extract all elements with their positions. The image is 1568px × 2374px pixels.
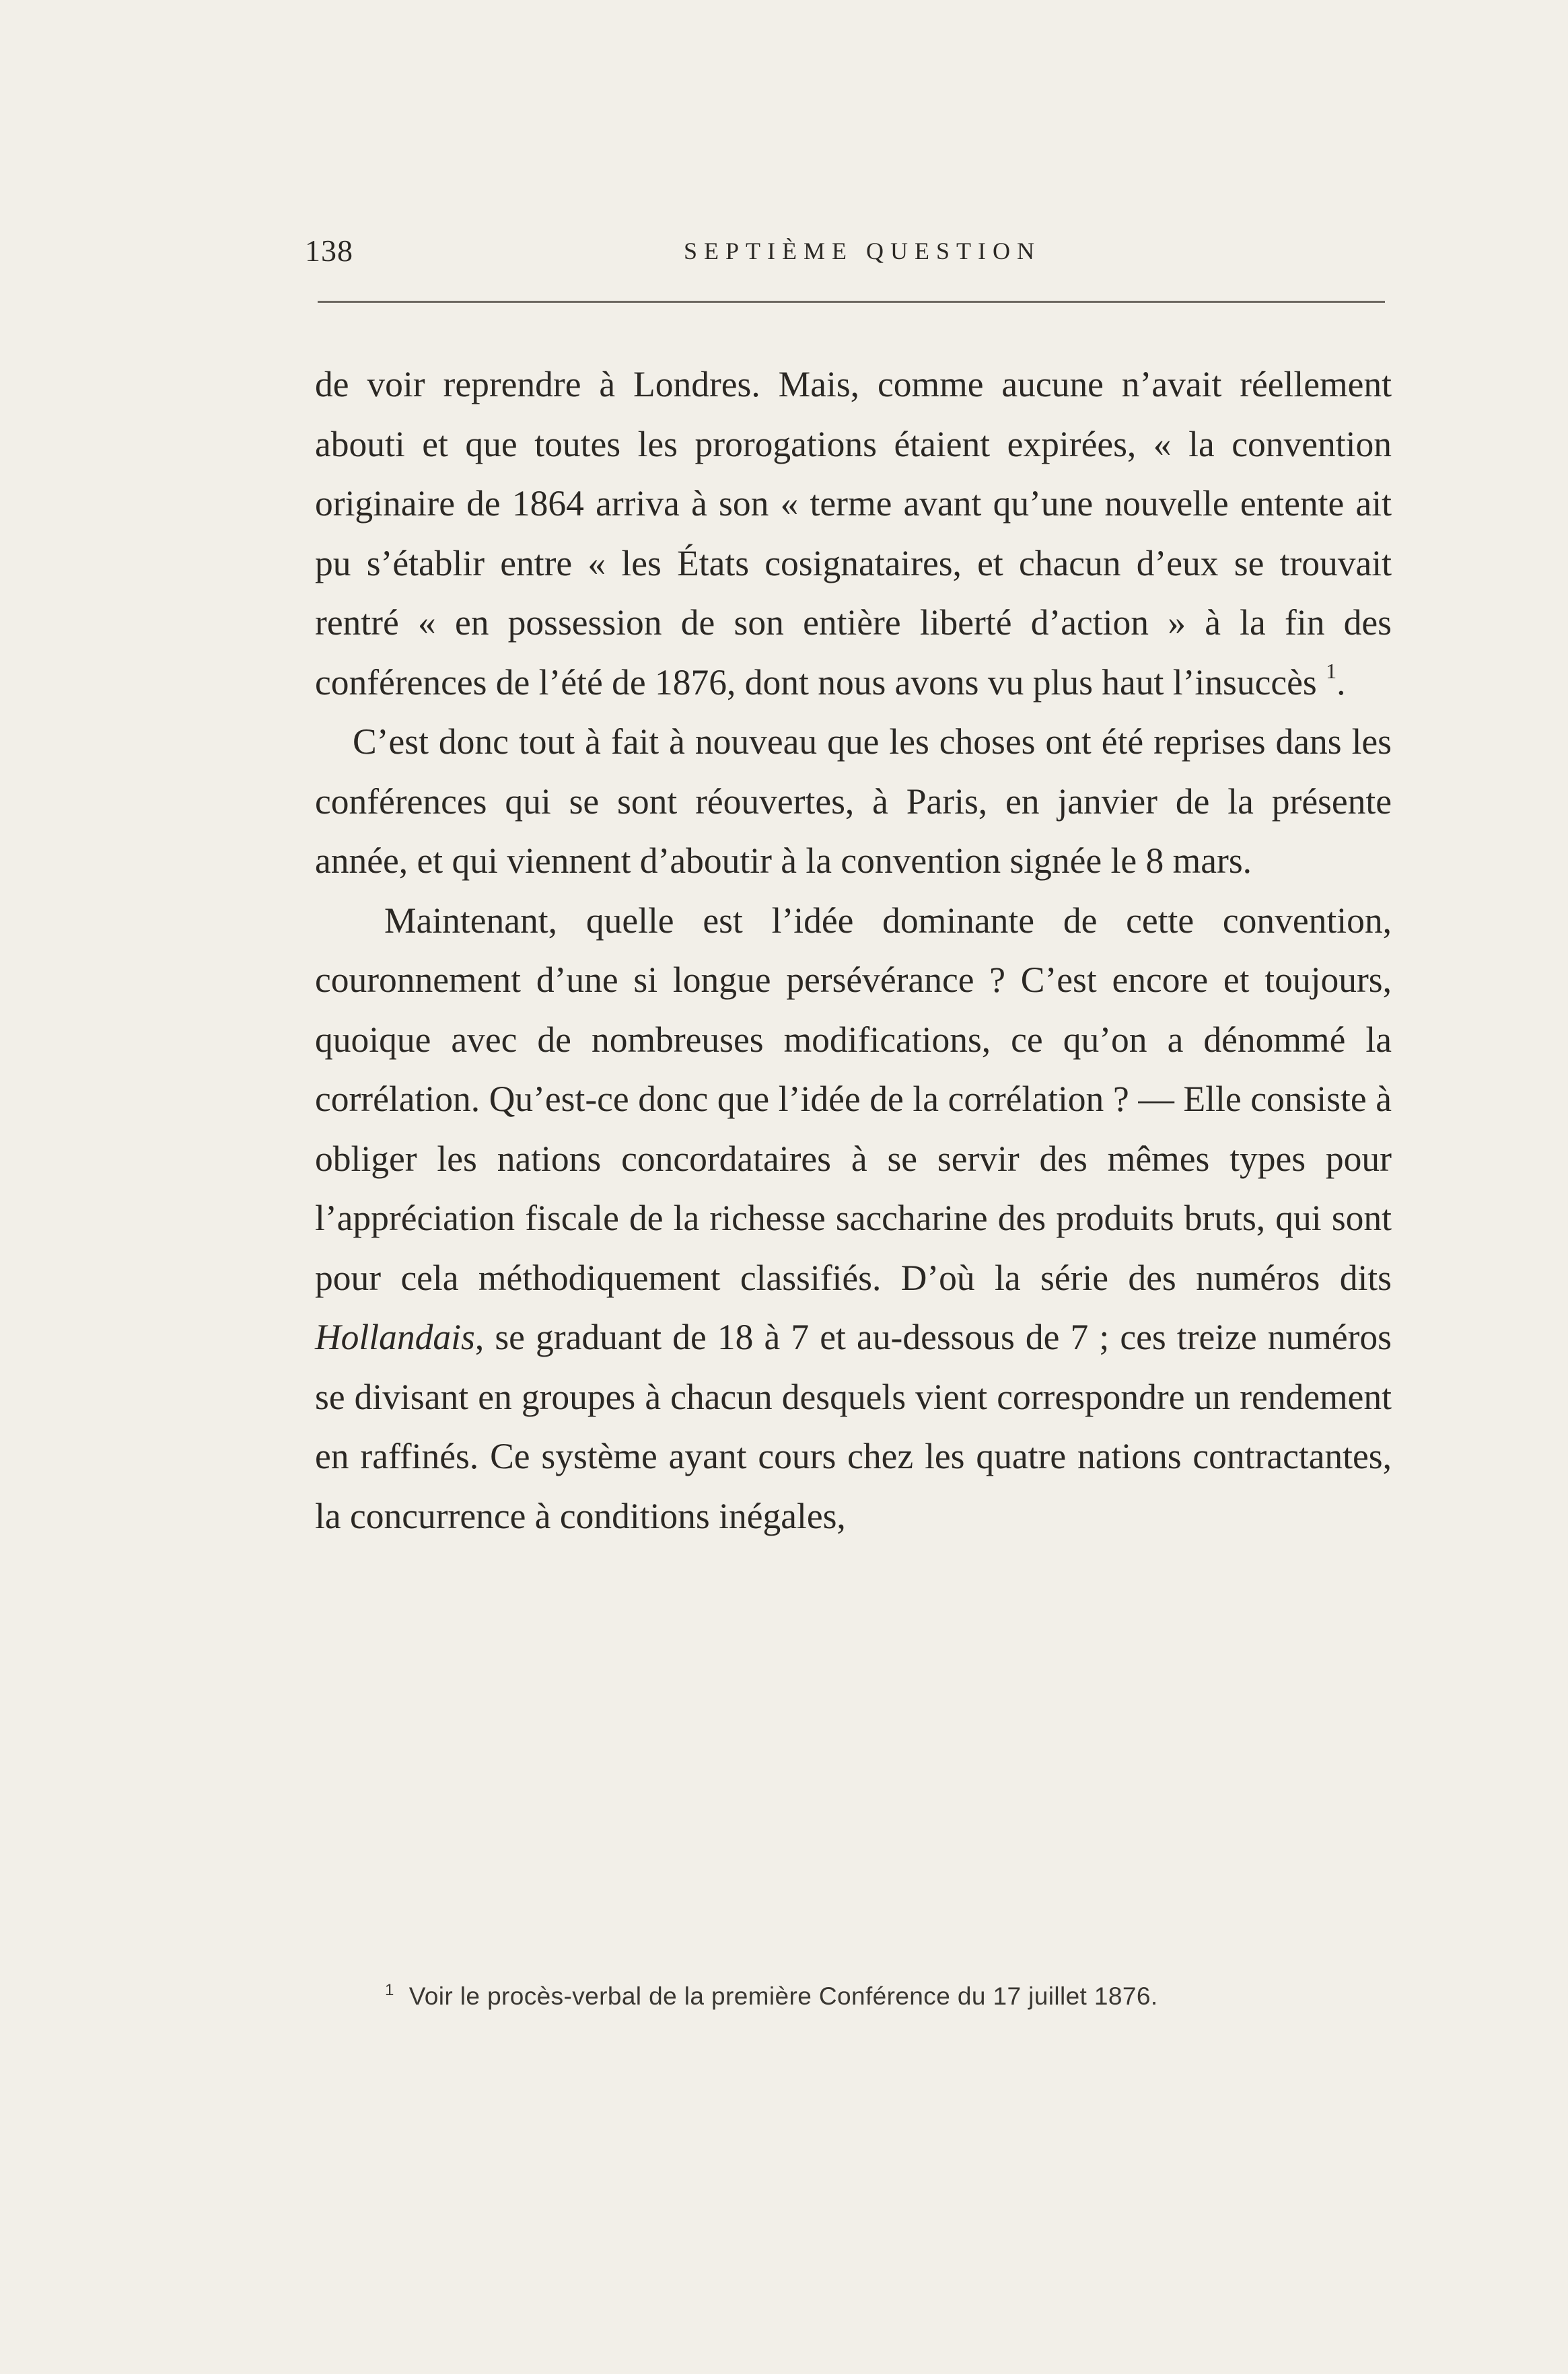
paragraph-3-text: Maintenant, quelle est l’idée dominante de cette convention, couronnement d’une si longue persévérance ? C’est encore et toujours, quoique avec de nombreuses modifications, ce qu’on a dénommé la corrélation. Qu’est-ce donc que l’idée de la corrélation ? — Elle consiste à obliger les nations concordataires à se servir des mêmes types pour l’appréciation fiscale de la richesse saccharine des produits bruts, qui sont pour cela méthodiquement classifiés. D’où la série des numéros dits <box>315 900 1392 1298</box>
paragraph-3 <box>315 891 1392 1546</box>
running-head: SEPTIÈME QUESTION <box>684 238 1041 264</box>
italic-term: Hollandais <box>315 1317 475 1357</box>
paragraph-3-end: , se graduant de 18 à 7 et au-dessous de 7 ; ces treize numéros se divisant en groupes à chacun desquels vient correspondre un rendement en raffinés. Ce système ayant cours chez les quatre nations contractantes, la concurrence à conditions inégales, <box>315 1317 1392 1536</box>
page-number: 138 <box>305 233 353 268</box>
header-rule <box>318 301 1385 303</box>
paragraph-1-end: . <box>1337 661 1346 703</box>
paragraph-2: C’est donc tout à fait à nouveau que les choses ont été reprises dans les conférences qui se sont réouvertes, à Paris, en janvier de la présente année, et qui viennent d’aboutir à la convention signée le 8 mars. <box>315 721 1392 881</box>
paragraph-1-text: de voir reprendre à Londres. Mais, comme aucune n’avait réellement abouti et que toutes les prorogations étaient expirées, « la convention originaire de 1864 arriva à son « terme avant qu’une nouvelle entente ait pu s’établir entre « les États cosignataires, et chacun d’eux se trouvait rentré « en possession de son entière liberté d’action » à la fin des conférences de l’été de 1876, dont nous avons vu plus haut l’insuccès <box>315 364 1392 703</box>
body-text <box>315 355 1392 1546</box>
footnote <box>385 1982 1158 2011</box>
footnote-reference[interactable]: 1 <box>1326 658 1337 683</box>
footnote-text: Voir le procès-verbal de la première Conférence du 17 juillet 1876. <box>408 1982 1158 2010</box>
paragraph-1 <box>315 355 1392 712</box>
footnote-marker: 1 <box>385 1981 394 1999</box>
